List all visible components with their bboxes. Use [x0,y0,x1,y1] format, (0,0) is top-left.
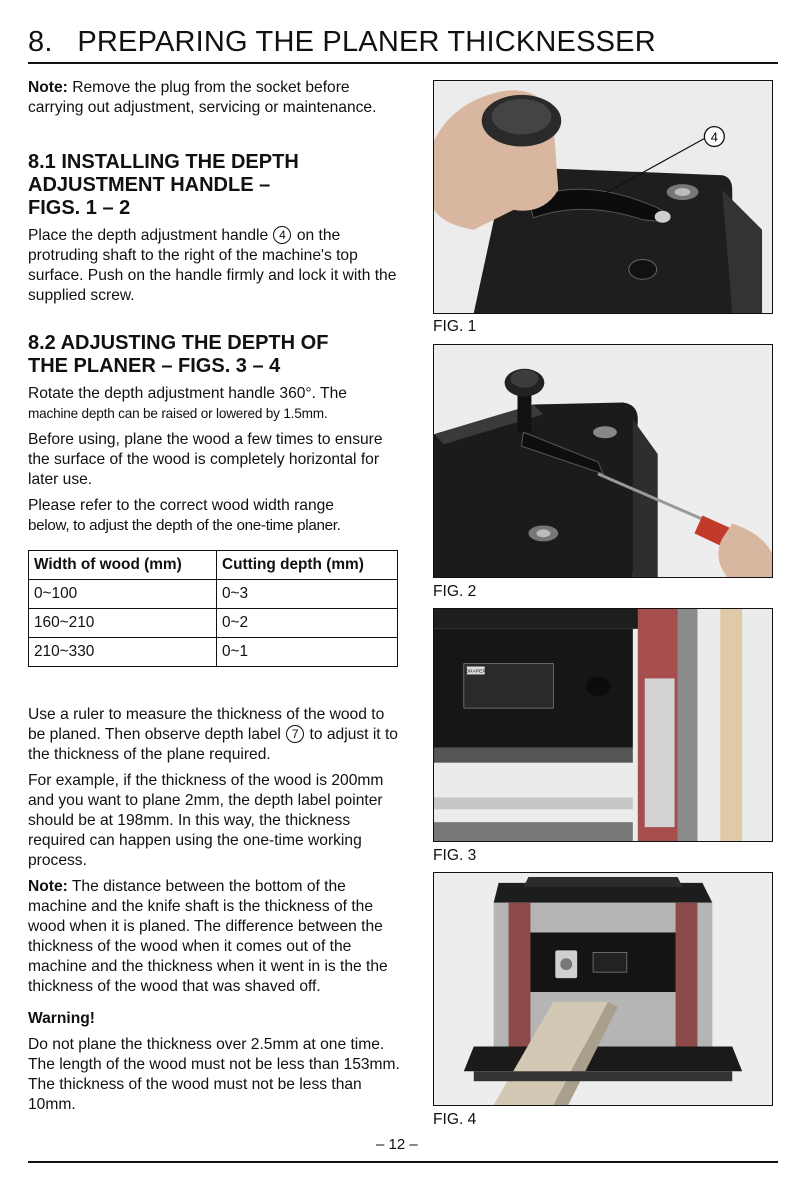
warning-label: Warning! [28,1010,95,1027]
table-row [29,580,398,609]
table-row [29,609,398,638]
heading-line: FIGS. 1 – 2 [28,197,131,219]
table-cell: 0~3 [216,580,397,609]
figure-3-caption: FIG. 3 [433,847,477,864]
table-cell: 0~1 [216,638,397,667]
heading-line: THE PLANER – FIGS. 3 – 4 [28,355,281,377]
title-rule [28,62,778,64]
figure-4-illustration [434,873,772,1105]
table-header-cell: Width of wood (mm) [29,551,217,580]
callout-7: 7 [286,725,304,743]
intro-note [28,78,400,118]
figure-2-illustration [434,345,772,577]
example-paragraph: For example, if the thickness of the wood is 200mm and you want to plane 2mm, the depth label pointer should be at 198mm. In this way, the thickness required can happen using the one-time working process. [28,772,384,869]
note-label: Note: [28,79,68,96]
section-8-1-paragraph [28,226,400,306]
page-number: – 12 – [376,1136,418,1153]
figure-1-callout: 4 [710,129,718,145]
heading-line: ADJUSTMENT HANDLE – [28,174,271,196]
figure-1-illustration [434,81,772,313]
figure-3-photo [433,608,773,842]
paragraph-line: Please refer to the correct wood width range [28,497,334,514]
paragraph-text: to adjust it to the thickness of the plane required. [28,726,398,763]
table-cell: 0~100 [29,580,217,609]
table-cell: 0~2 [216,609,397,638]
table-cell: 210~330 [29,638,217,667]
rotate-paragraph [28,384,400,424]
paragraph-text: Use a ruler to measure the thickness of the wood to be planed. Then observe depth label [28,706,385,743]
figure-3-brand-label: DRAPER [465,669,487,675]
figure-4-caption: FIG. 4 [433,1111,477,1128]
heading-line: 8.1 INSTALLING THE DEPTH [28,151,299,173]
left-column [28,78,400,1121]
paragraph-line: below, to adjust the depth of the one-time planer. [28,517,341,534]
paragraph-text: on the protruding shaft to the right of the machine's top surface. Push on the handle firmly and lock it with the supplied screw. [28,227,397,304]
figure-3-illustration [434,609,772,841]
before-using-paragraph: Before using, plane the wood a few times to ensure the surface of the wood is completely horizontal for later use. [28,431,383,488]
table-row [29,638,398,667]
distance-note [28,877,400,997]
bottom-rule [28,1161,778,1163]
paragraph-line: machine depth can be raised or lowered by 1.5mm. [28,406,328,421]
callout-4: 4 [273,226,291,244]
table-cell: 160~210 [29,609,217,638]
warning-text: Do not plane the thickness over 2.5mm at one time. The length of the wood must not be less than 153mm. The thickness of the wood must not be less than 10mm. [28,1036,400,1113]
depth-table [28,550,398,667]
note-text: The distance between the bottom of the machine and the knife shaft is the thickness of the wood when it is planed. The difference between the thickness of the wood when it comes out of the machine and the thickness when it went in is the the thickness of the wood that was shaved off. [28,878,388,995]
figure-2-photo [433,344,773,578]
note-label: Note: [28,878,68,895]
ruler-paragraph [28,705,400,765]
heading-line: 8.2 ADJUSTING THE DEPTH OF [28,332,329,354]
table-header-cell: Cutting depth (mm) [216,551,397,580]
figure-2-caption: FIG. 2 [433,583,477,600]
page-title: 8. PREPARING THE PLANER THICKNESSER [28,26,656,58]
figure-1-caption: FIG. 1 [433,318,477,335]
section-8-2-heading [28,332,400,378]
paragraph-text: Place the depth adjustment handle [28,227,273,244]
note-text: Remove the plug from the socket before carrying out adjustment, servicing or maintenance. [28,79,377,116]
paragraph-line: Rotate the depth adjustment handle 360°. The [28,385,347,402]
figure-4-photo [433,872,773,1106]
section-8-1-heading [28,151,400,220]
figure-1-photo [433,80,773,314]
table-header-row [29,551,398,580]
refer-paragraph [28,496,400,536]
